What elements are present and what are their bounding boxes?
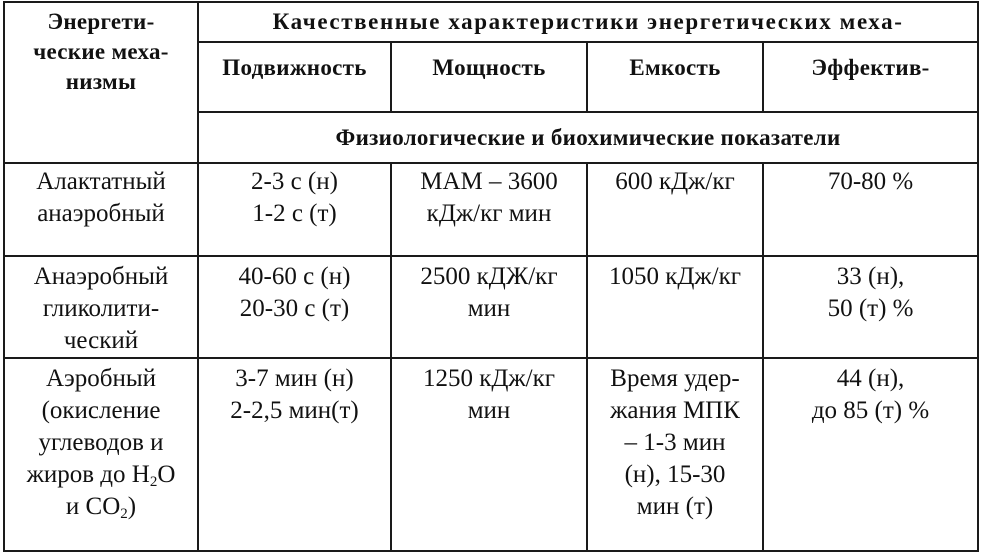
mechanism-line-co2: и $CO_2$): [65, 493, 137, 522]
column-header-efficiency: Эффектив-: [763, 42, 978, 112]
mobility-cell: 3-7 мин (н) 2-2,5 мин(т): [198, 358, 391, 551]
mechanism-line-h2o: жиров до $H_2O$: [26, 461, 176, 490]
mechanism-cell: Алактатный анаэробный: [4, 163, 198, 256]
column-header-capacity: Емкость: [587, 42, 763, 112]
table-row: [4, 256, 978, 358]
mechanism-cell: Аэробный (окисление углеводов и жиров до $H_2O$ и $CO_2$): [4, 358, 198, 551]
column-header-mobility: Подвижность: [198, 42, 391, 112]
power-cell: МАМ – 3600 кДж/кг мин: [391, 163, 587, 256]
capacity-cell: 1050 кДж/кг: [587, 256, 763, 358]
efficiency-cell: 33 (н), 50 (т) %: [763, 256, 978, 358]
physiological-biochemical-header: Физиологические и биохимические показатели: [198, 112, 978, 163]
capacity-cell: Время удер- жания МПК – 1-3 мин (н), 15-30 мин (т): [587, 358, 763, 551]
mechanisms-header-line: ческие меха-: [33, 39, 169, 64]
column-header-power: Мощность: [391, 42, 587, 112]
energy-mechanisms-table: [3, 1, 979, 552]
mechanisms-header-line: Энергети-: [47, 9, 155, 34]
efficiency-cell: 70-80 %: [763, 163, 978, 256]
mechanism-cell: Анаэробный гликолити- ческий: [4, 256, 198, 358]
table-row: [4, 358, 978, 551]
qualitative-characteristics-header: Качественные характеристики энергетических меха-: [198, 2, 978, 42]
mobility-cell: 2-3 с (н) 1-2 с (т): [198, 163, 391, 256]
capacity-cell: 600 кДж/кг: [587, 163, 763, 256]
efficiency-cell: 44 (н), до 85 (т) %: [763, 358, 978, 551]
table-row: [4, 163, 978, 256]
header-row-1: [4, 2, 978, 42]
power-cell: 2500 кДЖ/кг мин: [391, 256, 587, 358]
power-cell: 1250 кДж/кг мин: [391, 358, 587, 551]
mobility-cell: 40-60 с (н) 20-30 с (т): [198, 256, 391, 358]
mechanisms-header-cell: [4, 2, 198, 163]
mechanisms-header-line: низмы: [65, 69, 137, 94]
table-wrapper: [3, 1, 977, 557]
